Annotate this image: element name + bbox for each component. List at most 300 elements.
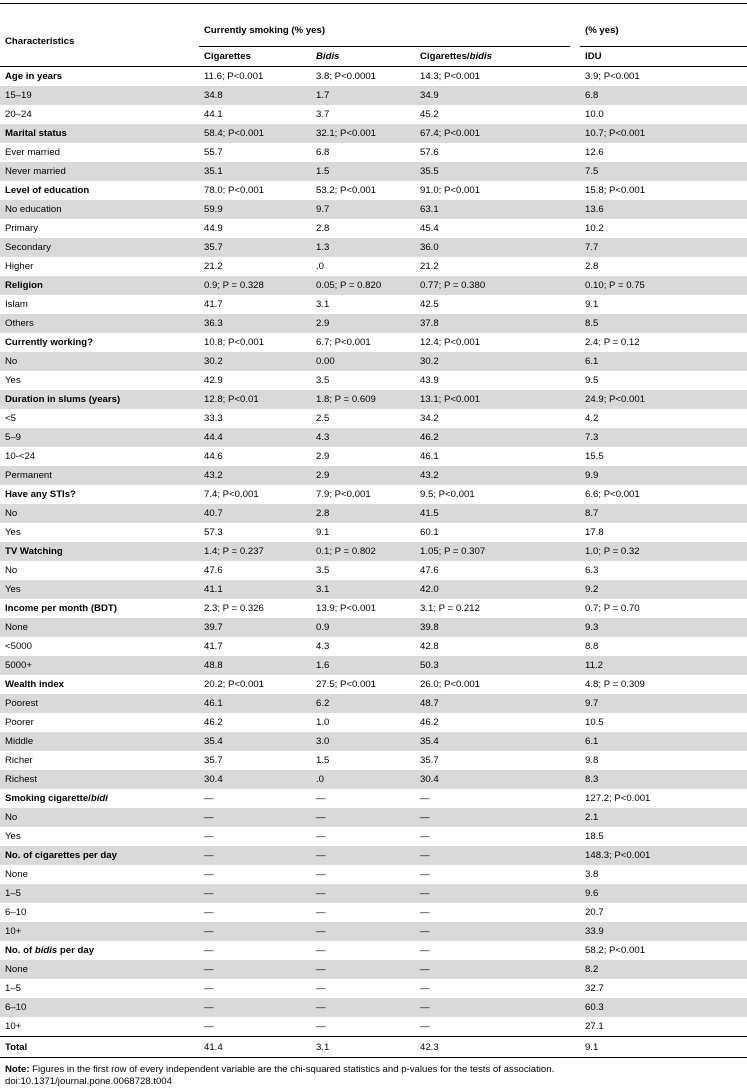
total-row [0, 1037, 747, 1058]
gap-cell [570, 276, 580, 295]
cigarettes-cell: 55.7 [204, 147, 223, 158]
gap-cell [570, 808, 580, 827]
bidis-cell: — [311, 808, 415, 827]
row-label-text: Yes [5, 527, 21, 538]
gap-cell [570, 314, 580, 333]
row-label-text: Duration in slums (years) [5, 394, 121, 405]
row-label-text: No [5, 812, 18, 823]
row-label-text: 5–9 [5, 432, 22, 443]
table-row [0, 903, 747, 922]
cig-bidis-cell: 45.4 [420, 223, 439, 234]
row-label [0, 808, 199, 827]
cig-bidis-cell: — [415, 808, 570, 827]
bidis-cell: 1.0 [316, 717, 330, 728]
doi-text: doi:10.1371/journal.pone.0068728.t004 [5, 1076, 172, 1087]
bidis-cell: — [316, 1021, 326, 1032]
idu-cell: 60.3 [580, 998, 747, 1017]
idu-cell: 2.4; P = 0.12 [585, 337, 640, 348]
cigarettes-cell: 30.2 [199, 352, 311, 371]
row-label-text: 10+ [5, 1021, 22, 1032]
row-label-italic: bidi [90, 793, 108, 804]
bidis-cell: 2.8 [316, 223, 330, 234]
cigarettes-cell: 78.0; P<0.001 [204, 185, 265, 196]
cigarettes-cell: — [199, 960, 311, 979]
idu-cell: 13.6 [580, 200, 747, 219]
idu-cell: 24.9; P<0.001 [580, 390, 747, 409]
row-label-text: Secondary [5, 242, 51, 253]
group-header-row [0, 599, 747, 618]
bidis-cell: 3.7 [316, 109, 330, 120]
row-label [0, 542, 199, 561]
row-label-text: Higher [5, 261, 34, 272]
gap-cell [570, 637, 580, 656]
cigarettes-cell: 46.2 [204, 717, 223, 728]
row-label-suffix: per day [57, 945, 95, 956]
bidis-cell: 32.1; P<0.001 [311, 124, 415, 143]
idu-cell: 7.5 [580, 162, 747, 181]
header-idu: IDU [580, 47, 747, 67]
cig-bidis-cell: 47.6 [420, 565, 439, 576]
bidis-cell: 1.3 [311, 238, 415, 257]
header-bidis [311, 47, 415, 67]
row-label-text: Primary [5, 223, 39, 234]
gap-cell [570, 371, 580, 390]
row-label [0, 333, 199, 352]
table-row [0, 713, 747, 732]
cigarettes-cell: 40.7 [199, 504, 311, 523]
row-label-text: Poorer [5, 717, 34, 728]
cigarettes-cell: 42.9 [204, 375, 223, 386]
row-label-text: No. of cigarettes per day [5, 850, 117, 861]
total-bidis: 3.1 [311, 1037, 415, 1058]
idu-cell: 10.0 [585, 109, 604, 120]
cig-bidis-cell: — [420, 793, 430, 804]
gap-cell [570, 428, 580, 447]
bidis-cell: — [316, 793, 326, 804]
cigarettes-cell: 39.7 [199, 618, 311, 637]
cig-bidis-cell: 43.2 [415, 466, 570, 485]
cigarettes-cell: 44.9 [204, 223, 223, 234]
cig-bidis-cell: 39.8 [415, 618, 570, 637]
row-label [0, 390, 199, 409]
group-header-row [0, 124, 747, 143]
idu-cell: 58.2; P<0.001 [585, 945, 646, 956]
header-bidis-text: Bidis [316, 51, 340, 62]
row-label [0, 751, 199, 770]
table-row [0, 523, 747, 542]
total-gap [570, 1037, 580, 1058]
idu-cell: 3.9; P<0.001 [585, 71, 640, 82]
row-label [0, 960, 199, 979]
row-label-text: Age in years [5, 71, 63, 82]
gap-cell [570, 162, 580, 181]
idu-cell: 7.3 [580, 428, 747, 447]
gap-cell [570, 960, 580, 979]
gap-cell [570, 770, 580, 789]
cigarettes-cell: — [199, 998, 311, 1017]
cig-bidis-cell: 45.2 [420, 109, 439, 120]
row-label [0, 732, 199, 751]
data-table [0, 4, 747, 1058]
cigarettes-cell: 43.2 [199, 466, 311, 485]
row-label [0, 865, 199, 884]
group-header-row [0, 390, 747, 409]
header-currently-smoking: Currently smoking (% yes) [199, 4, 570, 47]
cig-bidis-cell: 42.0 [415, 580, 570, 599]
gap-cell [570, 751, 580, 770]
group-header-row [0, 789, 747, 808]
bidis-cell: 1.5 [311, 162, 415, 181]
idu-cell: 15.8; P<0.001 [585, 185, 646, 196]
cigarettes-cell: 21.2 [204, 261, 223, 272]
idu-cell: 9.1 [585, 299, 599, 310]
row-label-text: 15–19 [5, 90, 32, 101]
row-label-text: Richer [5, 755, 33, 766]
cigarettes-cell: 41.1 [199, 580, 311, 599]
cig-bidis-cell: 13.1; P<0.001 [415, 390, 570, 409]
cig-bidis-cell: 35.5 [415, 162, 570, 181]
cig-bidis-cell: 1.05; P = 0.307 [415, 542, 570, 561]
gap-cell [570, 86, 580, 105]
bidis-cell: 27.5; P<0.001 [316, 679, 377, 690]
note-text: Figures in the first row of every independent variable are the chi-squared statistics and p-values for the tests of association. [29, 1064, 555, 1075]
row-label [0, 827, 199, 846]
row-label [0, 675, 199, 694]
row-label-text: Level of education [5, 185, 90, 196]
gap-cell [570, 143, 580, 162]
cig-bidis-cell: 12.4; P<0.001 [420, 337, 481, 348]
cigarettes-cell: 35.7 [204, 755, 223, 766]
cigarettes-cell: 34.8 [199, 86, 311, 105]
bidis-cell: 3.1 [316, 299, 330, 310]
cigarettes-cell: 36.3 [199, 314, 311, 333]
cigarettes-cell: 47.6 [204, 565, 223, 576]
table-row [0, 1017, 747, 1037]
idu-cell: 32.7 [585, 983, 604, 994]
row-label [0, 314, 199, 333]
idu-cell: 6.1 [580, 352, 747, 371]
bidis-cell: 2.5 [316, 413, 330, 424]
row-label-text: 10-<24 [5, 451, 36, 462]
group-header-row [0, 67, 747, 87]
cig-bidis-cell: 30.2 [415, 352, 570, 371]
row-label-text: No. of [5, 945, 35, 956]
gap-cell [570, 675, 580, 694]
cig-bidis-cell: 36.0 [415, 238, 570, 257]
bidis-cell: — [316, 907, 326, 918]
table-row [0, 922, 747, 941]
cigarettes-cell: — [199, 922, 311, 941]
table-row [0, 751, 747, 770]
bidis-cell: 2.9 [311, 466, 415, 485]
bidis-cell: — [311, 998, 415, 1017]
bidis-cell: 1.7 [311, 86, 415, 105]
idu-cell: 148.3; P<0.001 [580, 846, 747, 865]
cig-bidis-cell: 26.0; P<0.001 [420, 679, 481, 690]
row-label [0, 504, 199, 523]
idu-cell: 10.2 [585, 223, 604, 234]
row-label-text: 10+ [5, 926, 22, 937]
row-label [0, 846, 199, 865]
row-label [0, 713, 199, 732]
idu-cell: 9.7 [580, 694, 747, 713]
row-label [0, 1017, 199, 1037]
row-label [0, 561, 199, 580]
cigarettes-cell: 0.9; P = 0.328 [199, 276, 311, 295]
gap-cell [570, 105, 580, 124]
bidis-cell: 0.1; P = 0.802 [311, 542, 415, 561]
gap-cell [570, 979, 580, 998]
header-cig-bidis-b: bidis [469, 51, 492, 62]
cigarettes-cell: — [199, 808, 311, 827]
gap-cell [570, 618, 580, 637]
cigarettes-cell: 46.1 [199, 694, 311, 713]
header-gap-2 [570, 47, 580, 67]
row-label [0, 637, 199, 656]
table-row [0, 314, 747, 333]
idu-cell: 6.6; P<0.001 [585, 489, 640, 500]
gap-cell [570, 238, 580, 257]
row-label [0, 67, 199, 87]
total-idu: 9.1 [580, 1037, 747, 1058]
idu-cell: 9.9 [580, 466, 747, 485]
row-label [0, 466, 199, 485]
table-row [0, 770, 747, 789]
idu-cell: 20.7 [585, 907, 604, 918]
row-label-text: No [5, 508, 18, 519]
gap-cell [570, 941, 580, 960]
idu-cell: 0.10; P = 0.75 [580, 276, 747, 295]
bidis-cell: — [311, 960, 415, 979]
table-row [0, 162, 747, 181]
cigarettes-cell: 2.3; P = 0.326 [204, 603, 264, 614]
row-label-text: Middle [5, 736, 34, 747]
bidis-cell: — [311, 846, 415, 865]
cigarettes-cell: — [199, 846, 311, 865]
bidis-cell: — [316, 945, 326, 956]
cigarettes-cell: 35.4 [199, 732, 311, 751]
idu-cell: 9.5 [585, 375, 599, 386]
idu-cell: 8.5 [580, 314, 747, 333]
cig-bidis-cell: 46.1 [420, 451, 439, 462]
gap-cell [570, 694, 580, 713]
row-label [0, 162, 199, 181]
header-characteristics: Characteristics [5, 35, 75, 47]
row-label [0, 276, 199, 295]
cig-bidis-cell: 57.6 [420, 147, 439, 158]
row-label [0, 998, 199, 1017]
idu-cell: 2.1 [580, 808, 747, 827]
cigarettes-cell: 35.7 [199, 238, 311, 257]
row-label [0, 656, 199, 675]
gap-cell [570, 67, 580, 87]
cigarettes-cell: — [204, 983, 214, 994]
bidis-cell: 3.8; P<0.0001 [316, 71, 377, 82]
gap-cell [570, 580, 580, 599]
idu-cell: 18.5 [585, 831, 604, 842]
idu-cell: 8.8 [585, 641, 599, 652]
gap-cell [570, 523, 580, 542]
cigarettes-cell: 41.7 [204, 641, 223, 652]
row-label [0, 789, 199, 808]
table-row [0, 86, 747, 105]
gap-cell [570, 504, 580, 523]
row-label [0, 295, 199, 314]
idu-cell: 10.5 [585, 717, 604, 728]
gap-cell [570, 295, 580, 314]
gap-cell [570, 713, 580, 732]
row-label [0, 903, 199, 922]
table-row [0, 808, 747, 827]
row-label [0, 485, 199, 504]
table-row [0, 960, 747, 979]
row-label [0, 922, 199, 941]
gap-cell [570, 181, 580, 200]
idu-cell: 6.3 [585, 565, 599, 576]
idu-cell: 12.6 [585, 147, 604, 158]
table-row [0, 998, 747, 1017]
gap-cell [570, 390, 580, 409]
cig-bidis-cell: 42.8 [420, 641, 439, 652]
table-body [0, 67, 747, 1037]
row-label-text: Permanent [5, 470, 52, 481]
row-label [0, 580, 199, 599]
cig-bidis-cell: 30.4 [415, 770, 570, 789]
bidis-cell: 6.8 [316, 147, 330, 158]
row-label [0, 124, 199, 143]
total-label: Total [0, 1037, 199, 1058]
idu-cell: 8.2 [580, 960, 747, 979]
row-label [0, 941, 199, 960]
row-label-text: Richest [5, 774, 37, 785]
idu-cell: 4.8; P = 0.309 [585, 679, 645, 690]
gap-cell [570, 599, 580, 618]
idu-cell: 8.3 [580, 770, 747, 789]
idu-cell: 33.9 [580, 922, 747, 941]
cig-bidis-cell: 35.7 [420, 755, 439, 766]
row-label-text: No [5, 356, 18, 367]
row-label [0, 200, 199, 219]
idu-cell: 6.8 [580, 86, 747, 105]
bidis-cell: 1.5 [316, 755, 330, 766]
group-header-row [0, 941, 747, 960]
idu-cell: 11.2 [580, 656, 747, 675]
idu-cell: 6.1 [580, 732, 747, 751]
row-label [0, 447, 199, 466]
gap-cell [570, 561, 580, 580]
row-label-text: Income per month (BDT) [5, 603, 117, 614]
row-label-text: <5000 [5, 641, 32, 652]
bidis-cell: 1.6 [311, 656, 415, 675]
cigarettes-cell: 44.6 [204, 451, 223, 462]
idu-cell: 127.2; P<0.001 [585, 793, 651, 804]
row-label-text: <5 [5, 413, 16, 424]
header-cig-bidis [415, 47, 570, 67]
table-footer [0, 1037, 747, 1058]
cigarettes-cell: — [204, 869, 214, 880]
table-row [0, 865, 747, 884]
row-label-text: Religion [5, 280, 43, 291]
cig-bidis-cell: 9.5; P<0.001 [420, 489, 475, 500]
bidis-cell: 6.7; P<0.001 [316, 337, 371, 348]
bidis-cell: 3.5 [316, 565, 330, 576]
group-header-row [0, 675, 747, 694]
group-header-row [0, 276, 747, 295]
row-label-text: Have any STIs? [5, 489, 76, 500]
bidis-cell: 1.8; P = 0.609 [311, 390, 415, 409]
idu-cell: 0.7; P = 0.70 [585, 603, 640, 614]
idu-cell: 4.2 [585, 413, 599, 424]
table-row [0, 732, 747, 751]
row-label-text: Yes [5, 584, 21, 595]
group-header-row [0, 846, 747, 865]
gap-cell [570, 257, 580, 276]
cig-bidis-cell: 50.3 [415, 656, 570, 675]
table-row [0, 238, 747, 257]
cig-bidis-cell: 91.0; P<0.001 [420, 185, 481, 196]
cigarettes-cell: — [199, 884, 311, 903]
gap-cell [570, 656, 580, 675]
gap-cell [570, 922, 580, 941]
idu-cell: 8.7 [580, 504, 747, 523]
cigarettes-cell: 35.1 [199, 162, 311, 181]
header-blank [0, 47, 199, 67]
row-label-italic: bidis [34, 945, 58, 956]
row-label [0, 181, 199, 200]
cig-bidis-cell: 0.77; P = 0.380 [415, 276, 570, 295]
row-label-text: Others [5, 318, 34, 329]
row-label-text: Currently working? [5, 337, 93, 348]
cigarettes-cell: 44.4 [199, 428, 311, 447]
cig-bidis-cell: — [420, 945, 430, 956]
bidis-cell: — [316, 983, 326, 994]
bidis-cell: 9.1 [316, 527, 330, 538]
cigarettes-cell: 10.8; P<0.001 [204, 337, 265, 348]
bidis-cell: 3.5 [316, 375, 330, 386]
bidis-cell: — [311, 884, 415, 903]
table-row [0, 143, 747, 162]
idu-cell: 9.8 [585, 755, 599, 766]
idu-cell: 3.8 [585, 869, 599, 880]
table-row [0, 504, 747, 523]
table-container [0, 3, 747, 1088]
row-label [0, 979, 199, 998]
table-row [0, 656, 747, 675]
row-label-text: 1–5 [5, 888, 22, 899]
cig-bidis-cell: 21.2 [420, 261, 439, 272]
cigarettes-cell: 20.2; P<0.001 [204, 679, 265, 690]
idu-cell: 9.3 [580, 618, 747, 637]
row-label [0, 618, 199, 637]
row-label [0, 219, 199, 238]
bidis-cell: — [316, 831, 326, 842]
cigarettes-cell: 12.8; P<0.01 [199, 390, 311, 409]
cigarettes-cell: — [204, 793, 214, 804]
cig-bidis-cell: 37.8 [415, 314, 570, 333]
row-label-text: TV Watching [5, 546, 63, 557]
row-label [0, 694, 199, 713]
bidis-cell: 7.9; P<0.001 [316, 489, 371, 500]
group-header-row [0, 181, 747, 200]
gap-cell [570, 789, 580, 808]
row-label-text: Never married [5, 166, 66, 177]
bidis-cell: 2.9 [311, 314, 415, 333]
bidis-cell: .0 [311, 770, 415, 789]
cigarettes-cell: 1.4; P = 0.237 [199, 542, 311, 561]
row-label-text: Yes [5, 375, 21, 386]
bidis-cell: 4.3 [316, 641, 330, 652]
row-label-text: Islam [5, 299, 28, 310]
